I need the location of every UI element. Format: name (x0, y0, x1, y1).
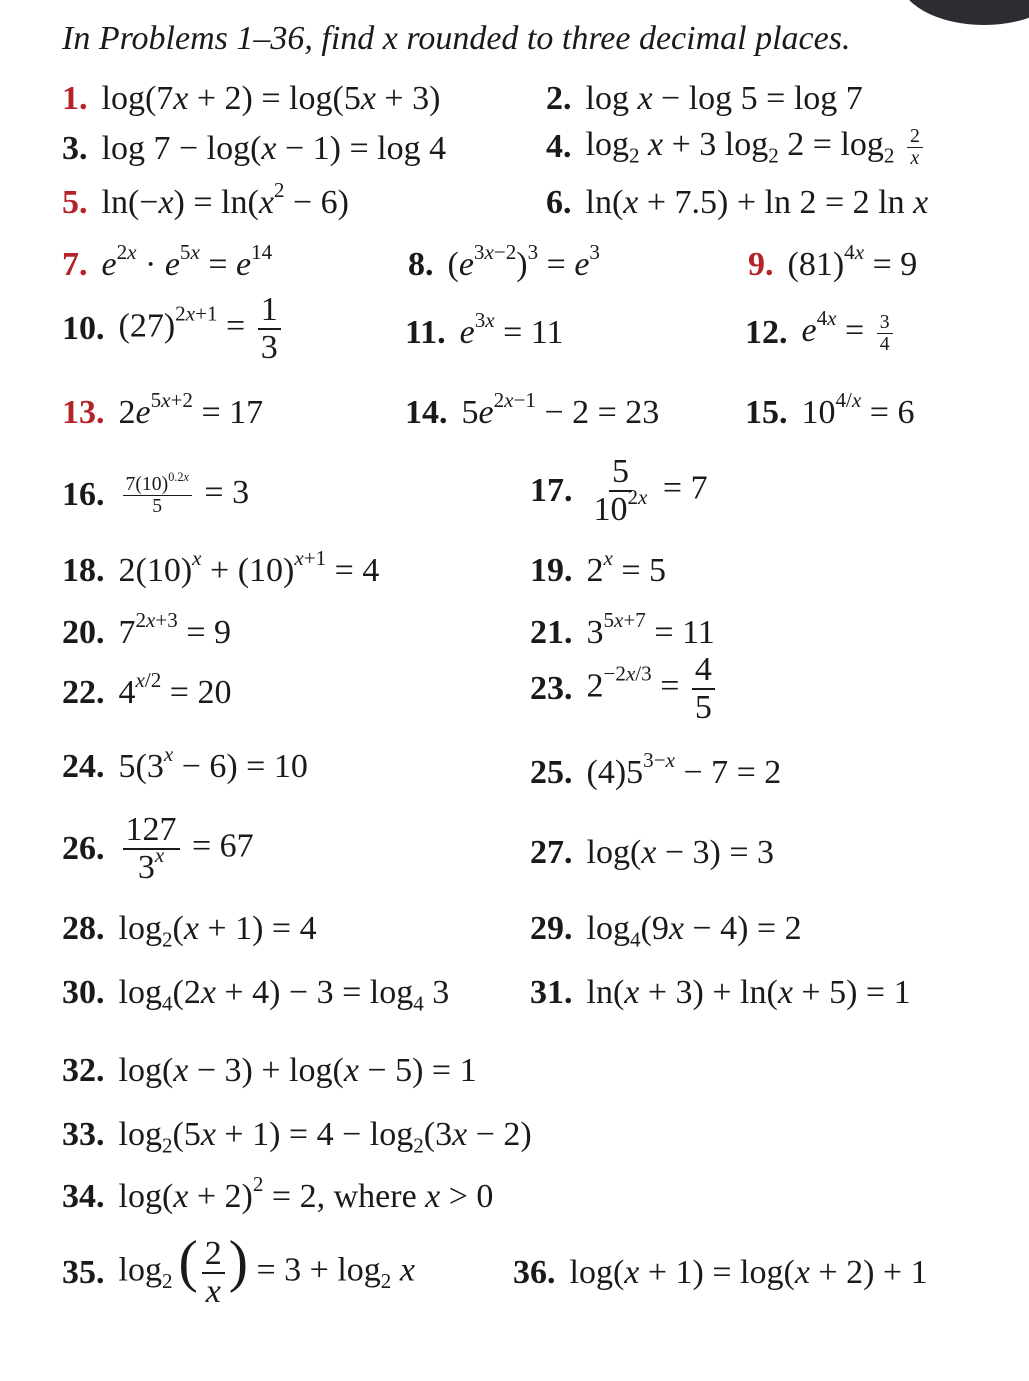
equation: $(e^{3x-2})^3 = e^3$ (447, 240, 600, 283)
problem-number: 14. (405, 394, 448, 431)
problem-9 (748, 240, 918, 284)
equation: $\log_2$ ( $\frac{2}{x}$ ) = $3 + \log_2 x$ (118, 1228, 415, 1310)
equation: $\log_2(5x + 1) = 4 - \log_2(3x - 2)$ (118, 1116, 532, 1158)
problem-5 (62, 178, 349, 222)
equation: $2(10)^x + (10)^{x+1} = 4$ (118, 546, 380, 589)
problem-8 (408, 240, 600, 284)
equation: log(x − 3) = 3 (586, 834, 775, 871)
equation: $e^{2x} \cdot e^{5x} = e^{14}$ (101, 240, 273, 283)
problem-34 (62, 1172, 494, 1216)
problem-36 (513, 1254, 928, 1292)
problem-28 (62, 910, 317, 952)
problem-number: 21. (530, 614, 573, 651)
problem-number: 35. (62, 1253, 105, 1291)
problem-number: 18. (62, 552, 105, 589)
equation: $\log_2 x + 3$ $\log_2 2 = \log_2$ $\frac{2}{x}$ (586, 126, 927, 168)
equation: log x − log 5 = log 7 (585, 80, 863, 117)
problem-number: 2. (546, 80, 572, 117)
problem-number: 22. (62, 674, 105, 711)
problem-19 (530, 546, 667, 590)
equation: $e^{3x} = 11$ (459, 308, 564, 351)
problem-12 (745, 306, 897, 355)
equation: $\log(x + 2)^2 = 2$, where x > 0 (118, 1172, 494, 1215)
equation: $\frac{7(10)^{0.2x}}{5}$ = 3 (119, 474, 250, 516)
problem-29 (530, 910, 802, 952)
equation: $(81)^{4x} = 9$ (787, 240, 918, 283)
problem-18 (62, 546, 380, 590)
problem-17 (530, 454, 708, 527)
equation: $3^{5x+7} = 11$ (586, 608, 715, 651)
problem-24 (62, 742, 308, 786)
problem-14 (405, 388, 660, 432)
problem-26 (62, 812, 254, 885)
problem-3 (62, 130, 446, 168)
problem-2 (546, 80, 863, 118)
problem-number: 7. (62, 246, 88, 283)
problem-number: 29. (530, 910, 573, 947)
problem-number: 11. (405, 314, 446, 351)
problem-25 (530, 748, 782, 792)
problem-number: 30. (62, 974, 105, 1011)
problem-number: 20. (62, 614, 105, 651)
problem-20 (62, 608, 232, 652)
equation: $\ln(-x) = \ln(x^2 - 6)$ (101, 178, 349, 221)
dark-corner-overlay (899, 0, 1029, 25)
problem-33 (62, 1116, 532, 1158)
problem-21 (530, 608, 715, 652)
problem-number: 33. (62, 1116, 105, 1153)
instructions-heading: In Problems 1–36, find x rounded to three decimal places. (62, 20, 851, 57)
problem-number: 15. (745, 394, 788, 431)
equation: $\log_4(9x - 4) = 2$ (586, 910, 802, 952)
equation: $5e^{2x-1} - 2 = 23$ (461, 388, 660, 431)
equation: $e^{4x}$ = $\frac{3}{4}$ (802, 312, 897, 354)
problem-13 (62, 388, 264, 432)
problem-number: 13. (62, 394, 105, 431)
equation: ln(x + 3) + ln(x + 5) = 1 (586, 974, 911, 1011)
problem-number: 31. (530, 974, 573, 1011)
problem-number: 6. (546, 184, 572, 221)
problem-11 (405, 308, 564, 352)
problem-4 (546, 126, 927, 168)
equation: $2^x = 5$ (586, 546, 667, 589)
equation: log(x + 1) = log(x + 2) + 1 (569, 1254, 928, 1291)
problem-number: 17. (530, 471, 573, 509)
problem-number: 10. (62, 309, 105, 347)
problem-31 (530, 974, 911, 1012)
problem-number: 32. (62, 1052, 105, 1089)
equation: $10^{4/x} = 6$ (801, 388, 915, 431)
equation: $5(3^x - 6) = 10$ (118, 742, 308, 785)
problem-number: 19. (530, 552, 573, 589)
equation: ln(x + 7.5) + ln 2 = 2 ln x (585, 184, 929, 221)
equation: $2e^{5x+2} = 17$ (118, 388, 264, 431)
problem-number: 16. (62, 476, 105, 514)
problem-22 (62, 668, 232, 712)
problem-number: 5. (62, 184, 88, 221)
problem-number: 27. (530, 834, 573, 871)
problem-number: 12. (745, 314, 788, 352)
equation: $\frac{5}{10^{2x}}$ = 7 (593, 453, 708, 528)
equation: $\log_4(2x + 4) - 3 = \log_4 3$ (118, 974, 450, 1016)
problem-27 (530, 834, 774, 872)
problem-35 (62, 1228, 415, 1310)
problem-6 (546, 184, 928, 222)
equation: $\frac{127}{3^x}$ = 67 (119, 812, 254, 885)
equation: $(27)^{2x+1}$ = $\frac{1}{3}$ (119, 292, 285, 365)
equation: $7^{2x+3} = 9$ (118, 608, 232, 651)
equation: log 7 − log(x − 1) = log 4 (101, 130, 447, 167)
equation: log(x − 3) + log(x − 5) = 1 (118, 1052, 477, 1089)
problem-10 (62, 292, 285, 365)
problem-number: 25. (530, 754, 573, 791)
problem-number: 24. (62, 748, 105, 785)
problem-number: 9. (748, 246, 774, 283)
problem-16 (62, 469, 250, 517)
problem-number: 3. (62, 130, 88, 167)
problem-number: 1. (62, 80, 88, 117)
problem-7 (62, 240, 273, 284)
problem-number: 23. (530, 669, 573, 707)
equation: $4^{x/2} = 20$ (118, 668, 232, 711)
problem-number: 26. (62, 829, 105, 867)
equation: $(4)5^{3-x} - 7 = 2$ (586, 748, 782, 791)
problem-32 (62, 1052, 477, 1090)
problem-number: 28. (62, 910, 105, 947)
equation: log(7x + 2) = log(5x + 3) (101, 80, 441, 117)
problem-1 (62, 80, 440, 118)
problem-number: 34. (62, 1178, 105, 1215)
problem-23 (530, 652, 719, 725)
problem-15 (745, 388, 915, 432)
problem-number: 36. (513, 1254, 556, 1291)
problem-30 (62, 974, 450, 1016)
equation: $2^{-2x/3}$ = $\frac{4}{5}$ (587, 652, 719, 725)
problem-number: 8. (408, 246, 434, 283)
problem-number: 4. (546, 128, 572, 166)
equation: $\log_2(x + 1) = 4$ (118, 910, 317, 952)
